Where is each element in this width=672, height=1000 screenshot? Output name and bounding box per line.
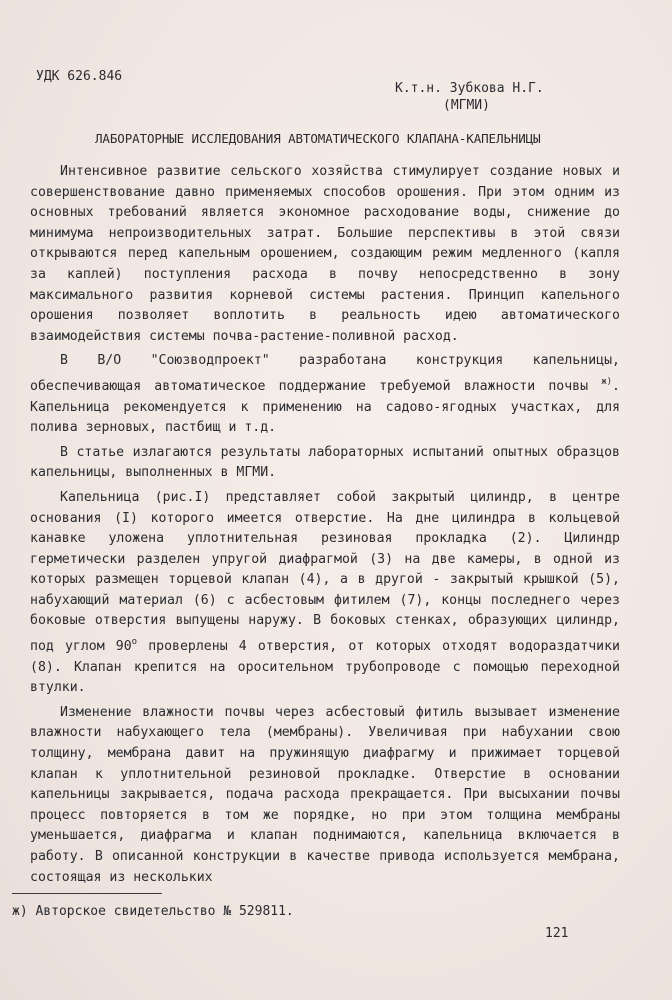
article-title: ЛАБОРАТОРНЫЕ ИССЛЕДОВАНИЯ АВТОМАТИЧЕСКОГО КЛАПАНА-КАПЕЛЬНИЦЫ <box>95 131 541 146</box>
author-affiliation: (МГМИ) <box>443 98 490 113</box>
paragraph-operation: Изменение влажности почвы через асбестовый фитиль вызывает изменение влажности набухающего тела (мембраны). Увеличивая при набухании свою толщину, мембрана давит на пружинящую диафрагму и прижимает торцевой клапан к уплотнительной резиновой прокладке. Отверстие в основании капельницы закрывается, подача расхода прекращается. При высыхании почвы процесс повторяется в том же порядке, но при этом толщина мембраны уменьшается, диафрагма и клапан поднимаются, капельница включается в работу. В описанной конструкции в качестве привода используется мембрана, состоящая из нескольких <box>30 704 620 885</box>
footnote-divider <box>12 893 162 894</box>
udk-code: УДК 626.846 <box>36 69 123 84</box>
paragraph-construction-tail: проверлены 4 отверстия, от которых отходят водораздатчики (8). Клапан крепится на оросительном трубопроводе с помощью переходной втулки. <box>30 639 620 696</box>
footnote-marker: ж) <box>601 376 613 387</box>
paragraph-design-text: В В/О "Союзводпроект" разработана конструкция капельницы, обеспечивающая автоматическое поддержание требуемой влажности почвы <box>30 353 620 394</box>
paragraph-design-tail: Капельница рекомендуется к применению на садово-ягодных участках, для полива зерновых, пастбищ и т.д. <box>30 399 620 436</box>
article-body <box>30 162 620 892</box>
degree-mark: о <box>131 637 138 648</box>
footnote: ж) Авторское свидетельство № 529811. <box>12 904 294 919</box>
paragraph-design: В В/О "Союзводпроект" разработана конструкция капельницы, обеспечивающая автоматическое поддержание требуемой влажности почвы $^{ж)}$. Капельница рекомендуется к применению на садово-ягодных участках, для полива зерновых, пастбищ и т.д. <box>30 353 620 436</box>
paragraph-intro: Интенсивное развитие сельского хозяйства стимулирует создание новых и совершенствование давно применяемых способов орошения. При этом одним из основных требований является экономное расходование воды, снижение до минимума непроизводительных затрат. Большие перспективы в этой связи открываются перед капельным орошением, создающим режим медленного (капля за каплей) поступления расхода в почву непосредственно в зону максимального развития корневой системы растения. Принцип капельного орошения позволяет воплотить в реальность идею автоматического взаимодействия системы почва-растение-поливной расход. <box>30 164 620 344</box>
paragraph-results: В статье излагаются результаты лабораторных испытаний опытных образцов капельницы, выполненных в МГМИ. <box>30 444 620 481</box>
paragraph-construction-text: Капельница (рис.I) представляет собой закрытый цилиндр, в центре основания (I) которого имеется отверстие. На дне цилиндра в кольцевой канавке уложена уплотнительная резиновая прокладка (2). Цилиндр герметически разделен упругой диафрагмой (3) на две камеры, в одной из которых размещен торцевой клапан (4), а в другой - закрытый крышкой (5), набухающий материал (6) с асбестовым фитилем (7), концы последнего через боковые отверстия выпущены наружу. В боковых стенках, образующих цилиндр, под углом 90 <box>30 489 620 655</box>
paragraph-construction <box>30 488 620 699</box>
page-number: 121 <box>545 926 569 941</box>
author-name: К.т.н. Зубкова Н.Г. <box>395 81 544 96</box>
